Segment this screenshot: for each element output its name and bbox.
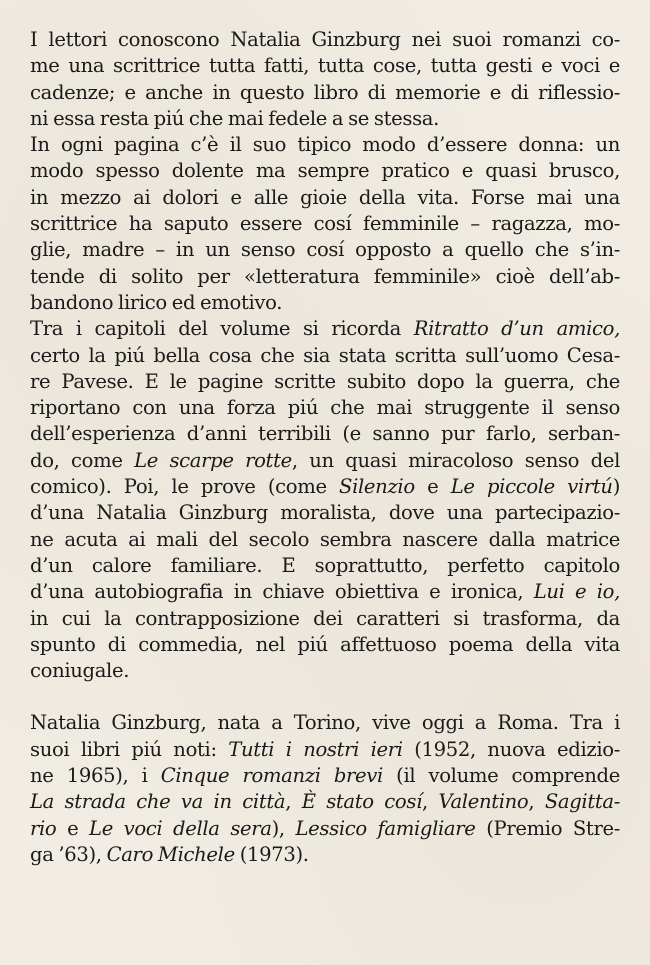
text-line: spunto di commedia, nel piú affettuoso poema della vita — [30, 632, 620, 656]
text-line: dell’esperienza d’anni terribili (e sanno pur farlo, serban- — [30, 422, 620, 446]
text-line: certo la piú bella cosa che sia stata scritta sull’uomo Cesa- — [30, 343, 620, 367]
text-span: ne 1965), i — [30, 764, 161, 788]
text-span: do, come — [30, 448, 135, 472]
text-line — [30, 763, 620, 789]
text-line — [30, 737, 620, 763]
text-span: , — [285, 790, 302, 814]
text-span: d’una autobiografia in chiave obiettiva e ironica, — [30, 580, 534, 604]
text-span: (1973). — [234, 842, 309, 866]
text-span: e — [414, 475, 451, 499]
book-title: La strada che va in città — [30, 790, 286, 814]
text-line — [30, 448, 620, 474]
text-line: me una scrittrice tutta fatti, tutta cose, tutta gesti e voci e — [30, 54, 620, 78]
text-span: e — [56, 816, 90, 840]
text-line: in mezzo ai dolori e alle gioie della vita. Forse mai una — [30, 185, 620, 209]
paragraph-chapters — [30, 316, 620, 684]
text-line: ne acuta ai mali del secolo sembra nascere dalla matrice — [30, 527, 620, 551]
paragraph-biography — [30, 710, 620, 868]
paragraph-intro — [30, 27, 620, 132]
book-title: Le scarpe rotte — [134, 448, 292, 472]
text-line — [30, 474, 620, 500]
text-line: modo spesso dolente ma sempre pratico e quasi brusco, — [30, 159, 620, 183]
book-title: Sagitta- — [544, 790, 620, 814]
text-line: d’una Natalia Ginzburg moralista, dove una partecipazio- — [30, 501, 620, 525]
text-line — [30, 579, 620, 605]
text-line: bandono lirico ed emotivo. — [30, 290, 283, 314]
text-line: I lettori conoscono Natalia Ginzburg nei suoi romanzi co- — [30, 28, 620, 51]
text-span: (il volume comprende — [382, 764, 620, 788]
book-title: Cinque romanzi brevi — [160, 764, 383, 788]
text-line — [30, 816, 620, 842]
book-jacket-text — [30, 27, 620, 868]
book-title: rio — [30, 816, 57, 840]
book-title: Le voci della sera — [89, 816, 272, 840]
book-title: È stato cosí — [301, 790, 422, 814]
text-line: In ogni pagina c’è il suo tipico modo d’essere donna: un — [30, 133, 620, 157]
text-line: Natalia Ginzburg, nata a Torino, vive oggi a Roma. Tra i — [30, 711, 620, 735]
book-title: Tutti i nostri ieri — [228, 737, 403, 761]
book-title: Lui e io, — [533, 580, 620, 604]
text-line: coniugale. — [30, 659, 130, 683]
text-span: , un quasi miracoloso senso del — [291, 448, 620, 472]
text-span: (1952, nuova edizio- — [402, 737, 620, 761]
text-line: tende di solito per «letteratura femminile» cioè dell’ab- — [30, 264, 620, 288]
text-span: ga ’63), — [30, 842, 107, 866]
paragraph-style — [30, 132, 620, 316]
book-title: Lessico famigliare — [295, 816, 476, 840]
text-span: comico). Poi, le prove (come — [30, 475, 340, 499]
text-span: , — [528, 790, 545, 814]
paragraph-gap — [30, 684, 620, 710]
book-title: Ritratto d’un amico, — [413, 317, 620, 341]
text-span: ), — [271, 816, 296, 840]
book-title: Le piccole virtú — [450, 475, 613, 499]
text-line: riportano con una forza piú che mai struggente il senso — [30, 396, 620, 420]
text-line: glie, madre – in un senso cosí opposto a quello che s’in- — [30, 238, 620, 262]
text-line — [30, 842, 620, 868]
text-line: scrittrice ha saputo essere cosí femminile – ragazza, mo- — [30, 212, 620, 236]
text-span: (Premio Stre- — [475, 816, 620, 840]
book-title: Caro Michele — [106, 842, 235, 866]
text-span: Tra i capitoli del volume si ricorda — [30, 317, 414, 341]
text-line — [30, 316, 620, 342]
text-line: in cui la contrapposizione dei caratteri si trasforma, da — [30, 606, 620, 630]
text-span: suoi libri piú noti: — [30, 737, 229, 761]
book-title: Silenzio — [339, 475, 415, 499]
text-line: cadenze; e anche in questo libro di memorie e di riflessio- — [30, 80, 620, 104]
text-line — [30, 789, 620, 815]
book-title: Valentino — [438, 790, 529, 814]
text-span: ) — [612, 475, 620, 499]
text-line: ni essa resta piú che mai fedele a se stessa. — [30, 106, 440, 130]
text-line: re Pavese. E le pagine scritte subito dopo la guerra, che — [30, 369, 620, 393]
text-line: d’un calore familiare. E soprattutto, perfetto capitolo — [30, 553, 620, 577]
text-span: , — [422, 790, 439, 814]
